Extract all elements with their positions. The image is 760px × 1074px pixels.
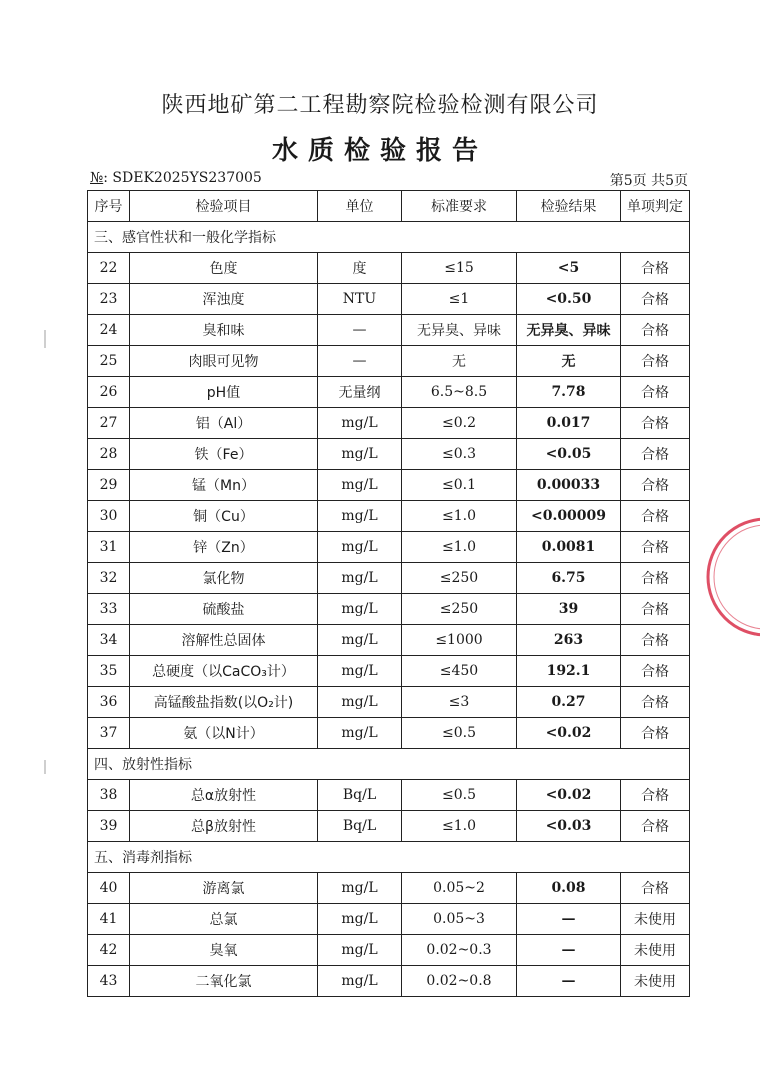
verdict-cell: 合格 [621, 873, 690, 904]
seq-cell: 36 [88, 687, 130, 718]
item-cell: 色度 [130, 253, 318, 284]
seq-cell: 28 [88, 439, 130, 470]
item-cell: 铜（Cu） [130, 501, 318, 532]
col-header-item: 检验项目 [130, 191, 318, 222]
standard-cell: 0.05~3 [402, 904, 517, 935]
section-title: 三、感官性状和一般化学指标 [88, 222, 690, 253]
verdict-cell: 合格 [621, 718, 690, 749]
standard-cell: 无 [402, 346, 517, 377]
report-number [90, 170, 262, 186]
unit-cell: mg/L [318, 718, 402, 749]
result-cell: 39 [517, 594, 621, 625]
result-cell: 0.08 [517, 873, 621, 904]
standard-cell: 0.02~0.3 [402, 935, 517, 966]
item-cell: 氨（以N计） [130, 718, 318, 749]
standard-cell: 6.5~8.5 [402, 377, 517, 408]
table-row [88, 408, 690, 439]
section-row [88, 842, 690, 873]
seq-cell: 33 [88, 594, 130, 625]
result-cell: 0.27 [517, 687, 621, 718]
unit-cell: mg/L [318, 563, 402, 594]
verdict-cell: 合格 [621, 532, 690, 563]
standard-cell: ≤15 [402, 253, 517, 284]
table-row [88, 687, 690, 718]
scan-edge-mark [44, 760, 46, 774]
unit-cell: mg/L [318, 408, 402, 439]
item-cell: 臭和味 [130, 315, 318, 346]
result-cell: <0.02 [517, 718, 621, 749]
item-cell: 臭氧 [130, 935, 318, 966]
section-row [88, 222, 690, 253]
standard-cell: ≤3 [402, 687, 517, 718]
result-cell: 263 [517, 625, 621, 656]
results-table [87, 190, 690, 997]
standard-cell: ≤0.5 [402, 780, 517, 811]
unit-cell: mg/L [318, 501, 402, 532]
seq-cell: 30 [88, 501, 130, 532]
verdict-cell: 合格 [621, 625, 690, 656]
table-row [88, 439, 690, 470]
verdict-cell: 合格 [621, 377, 690, 408]
organization-name: 陕西地矿第二工程勘察院检验检测有限公司 [161, 93, 599, 118]
unit-cell: mg/L [318, 935, 402, 966]
table-header-row [88, 191, 690, 222]
item-cell: 溶解性总固体 [130, 625, 318, 656]
table-row [88, 315, 690, 346]
standard-cell: ≤0.3 [402, 439, 517, 470]
verdict-cell: 合格 [621, 470, 690, 501]
report-number-label: № [90, 170, 104, 186]
item-cell: 游离氯 [130, 873, 318, 904]
table-row [88, 966, 690, 997]
unit-cell: mg/L [318, 532, 402, 563]
table-row [88, 873, 690, 904]
seq-cell: 26 [88, 377, 130, 408]
verdict-cell: 合格 [621, 687, 690, 718]
seq-cell: 35 [88, 656, 130, 687]
seq-cell: 32 [88, 563, 130, 594]
item-cell: 总氯 [130, 904, 318, 935]
scan-edge-mark [44, 330, 46, 348]
col-header-result: 检验结果 [517, 191, 621, 222]
verdict-cell: 未使用 [621, 966, 690, 997]
table-row [88, 594, 690, 625]
item-cell: 浑浊度 [130, 284, 318, 315]
verdict-cell: 合格 [621, 315, 690, 346]
seq-cell: 31 [88, 532, 130, 563]
report-title: 水质检验报告 [271, 136, 488, 166]
unit-cell: Bq/L [318, 780, 402, 811]
table-row [88, 377, 690, 408]
section-title: 五、消毒剂指标 [88, 842, 690, 873]
standard-cell: 无异臭、异味 [402, 315, 517, 346]
result-cell: 0.017 [517, 408, 621, 439]
standard-cell: ≤0.1 [402, 470, 517, 501]
standard-cell: ≤1.0 [402, 501, 517, 532]
unit-cell: mg/L [318, 656, 402, 687]
item-cell: 总硬度（以CaCO₃计） [130, 656, 318, 687]
table-row [88, 470, 690, 501]
table-row [88, 532, 690, 563]
item-cell: 二氧化氯 [130, 966, 318, 997]
section-title: 四、放射性指标 [88, 749, 690, 780]
table-row [88, 501, 690, 532]
table-row [88, 284, 690, 315]
unit-cell: 度 [318, 253, 402, 284]
table-row [88, 718, 690, 749]
result-cell: 7.78 [517, 377, 621, 408]
seq-cell: 34 [88, 625, 130, 656]
report-number-value: : SDEK2025YS237005 [103, 170, 262, 186]
item-cell: 肉眼可见物 [130, 346, 318, 377]
table-row [88, 780, 690, 811]
standard-cell: 0.05~2 [402, 873, 517, 904]
item-cell: 硫酸盐 [130, 594, 318, 625]
seq-cell: 43 [88, 966, 130, 997]
unit-cell: mg/L [318, 439, 402, 470]
seq-cell: 37 [88, 718, 130, 749]
unit-cell: — [318, 346, 402, 377]
table-row [88, 346, 690, 377]
result-cell: 无异臭、异味 [517, 315, 621, 346]
result-cell: <0.50 [517, 284, 621, 315]
verdict-cell: 合格 [621, 346, 690, 377]
unit-cell: mg/L [318, 873, 402, 904]
result-cell: <0.05 [517, 439, 621, 470]
verdict-cell: 合格 [621, 501, 690, 532]
table-row [88, 935, 690, 966]
red-seal-stamp [702, 515, 760, 640]
verdict-cell: 合格 [621, 594, 690, 625]
page-info: 第5页 共5页 [609, 173, 688, 189]
result-cell: 0.0081 [517, 532, 621, 563]
item-cell: 高锰酸盐指数(以O₂计) [130, 687, 318, 718]
verdict-cell: 合格 [621, 563, 690, 594]
result-cell: — [517, 904, 621, 935]
col-header-standard: 标准要求 [402, 191, 517, 222]
standard-cell: ≤450 [402, 656, 517, 687]
seq-cell: 38 [88, 780, 130, 811]
item-cell: 锌（Zn） [130, 532, 318, 563]
unit-cell: mg/L [318, 687, 402, 718]
seq-cell: 39 [88, 811, 130, 842]
unit-cell: mg/L [318, 625, 402, 656]
item-cell: pH值 [130, 377, 318, 408]
table-row [88, 904, 690, 935]
unit-cell: mg/L [318, 594, 402, 625]
seq-cell: 25 [88, 346, 130, 377]
result-cell: 0.00033 [517, 470, 621, 501]
unit-cell: NTU [318, 284, 402, 315]
result-cell: — [517, 966, 621, 997]
result-cell: <0.02 [517, 780, 621, 811]
table-row [88, 253, 690, 284]
table-row [88, 656, 690, 687]
standard-cell: ≤250 [402, 563, 517, 594]
seq-cell: 42 [88, 935, 130, 966]
seq-cell: 40 [88, 873, 130, 904]
unit-cell: 无量纲 [318, 377, 402, 408]
item-cell: 铁（Fe） [130, 439, 318, 470]
standard-cell: 0.02~0.8 [402, 966, 517, 997]
seq-cell: 24 [88, 315, 130, 346]
standard-cell: ≤1 [402, 284, 517, 315]
section-row [88, 749, 690, 780]
unit-cell: mg/L [318, 470, 402, 501]
table-row [88, 811, 690, 842]
verdict-cell: 合格 [621, 656, 690, 687]
standard-cell: ≤0.5 [402, 718, 517, 749]
unit-cell: mg/L [318, 966, 402, 997]
item-cell: 总α放射性 [130, 780, 318, 811]
result-cell: — [517, 935, 621, 966]
item-cell: 锰（Mn） [130, 470, 318, 501]
table-row [88, 563, 690, 594]
col-header-seq: 序号 [88, 191, 130, 222]
standard-cell: ≤0.2 [402, 408, 517, 439]
unit-cell: — [318, 315, 402, 346]
seq-cell: 27 [88, 408, 130, 439]
verdict-cell: 未使用 [621, 935, 690, 966]
col-header-verdict: 单项判定 [621, 191, 690, 222]
result-cell: <0.00009 [517, 501, 621, 532]
verdict-cell: 合格 [621, 811, 690, 842]
verdict-cell: 合格 [621, 408, 690, 439]
seq-cell: 29 [88, 470, 130, 501]
verdict-cell: 合格 [621, 253, 690, 284]
result-cell: <0.03 [517, 811, 621, 842]
result-cell: <5 [517, 253, 621, 284]
standard-cell: ≤1.0 [402, 532, 517, 563]
seq-cell: 23 [88, 284, 130, 315]
standard-cell: ≤250 [402, 594, 517, 625]
unit-cell: mg/L [318, 904, 402, 935]
verdict-cell: 未使用 [621, 904, 690, 935]
result-cell: 无 [517, 346, 621, 377]
standard-cell: ≤1.0 [402, 811, 517, 842]
table-row [88, 625, 690, 656]
result-cell: 6.75 [517, 563, 621, 594]
verdict-cell: 合格 [621, 284, 690, 315]
seq-cell: 22 [88, 253, 130, 284]
item-cell: 总β放射性 [130, 811, 318, 842]
standard-cell: ≤1000 [402, 625, 517, 656]
col-header-unit: 单位 [318, 191, 402, 222]
item-cell: 氯化物 [130, 563, 318, 594]
verdict-cell: 合格 [621, 780, 690, 811]
seq-cell: 41 [88, 904, 130, 935]
result-cell: 192.1 [517, 656, 621, 687]
verdict-cell: 合格 [621, 439, 690, 470]
unit-cell: Bq/L [318, 811, 402, 842]
item-cell: 铝（Al） [130, 408, 318, 439]
table-body [88, 222, 690, 997]
